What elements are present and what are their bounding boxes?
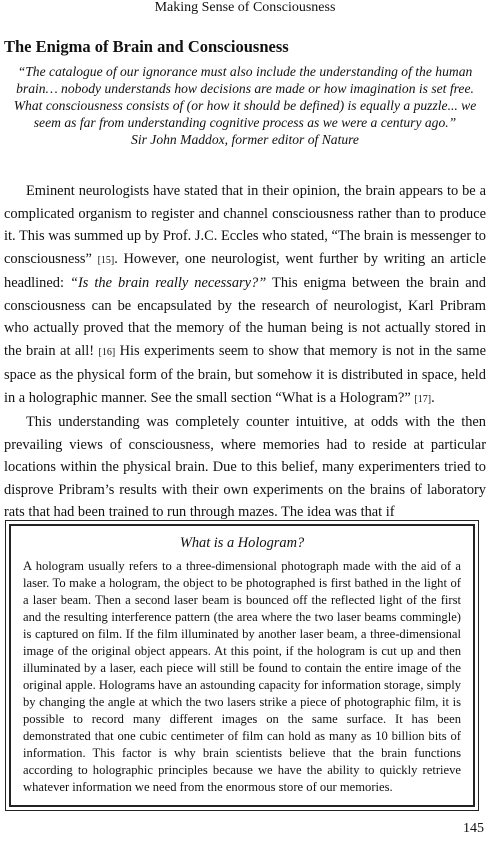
paragraph-1-part-e: . (431, 389, 435, 406)
running-header: Making Sense of Consciousness (154, 0, 336, 15)
hologram-sidebar-box (5, 520, 479, 811)
body-text (4, 180, 486, 524)
sidebar-title: What is a Hologram? (179, 535, 305, 551)
paragraph-1-part-b: . However, one neurologist, went further by writing an article headlined: (4, 250, 486, 291)
reference-17: [17] (414, 393, 432, 405)
paragraph-1-part-d: His experiments seem to show that memory is not in the same space as the physical form of the brain, but somehow it is distributed in space, held in a holographic manner. See the small section “What is a Hologram?” (4, 342, 486, 406)
paragraph-1 (4, 180, 486, 411)
section-title: The Enigma of Brain and Consciousness (4, 37, 289, 56)
epigraph-quote: “The catalogue of our ignorance must also include the understanding of the human brain… nobody understands how decisions are made or how imagination is set free. What consciousness consists of (or how it should be defined) is equally a puzzle... we seem as far from understanding cognitive process as we were a century ago.” (13, 64, 477, 130)
paragraph-1-part-a: Eminent neurologists have stated that in their opinion, the brain appears to be a complicated organism to register and channel consciousness rather than to produce it. This was summed up by Prof. J.C. Eccles who stated, “The brain is messenger to consciousness” (4, 183, 486, 267)
sidebar-inner-frame (9, 524, 475, 807)
reference-16: [16] (98, 346, 116, 358)
paragraph-2: This understanding was completely counter intuitive, at odds with the then prevailing views of consciousness, where memories had to reside at particular locations within the physical brain. Due to this belief, many experimenters tried to disprove Pribram’s results with their own experiments on the brains of laboratory rats that had been trained to run through mazes. The idea was that if (4, 414, 486, 520)
article-headline: “Is the brain really necessary?” (69, 275, 267, 291)
sidebar-text: A hologram usually refers to a three-dimensional photograph made with the aid of a laser. To make a hologram, the object to be photographed is first bathed in the light of a laser beam. Then a second laser beam is bounced off the reflected light of the first and the resulting interference pattern (the area where the two laser beams commingle) is captured on film. If the film illuminated by another laser beam, a three-dimensional image of the original object appears. At this point, if the hologram is cut up and then illuminated by a laser, each piece will still be found to contain the entire image of the original apple. Holograms have an astounding capacity for information storage, simply by changing the angle at which the two lasers strike a piece of photographic film, it is possible to record many different images on the same surface. It has been demonstrated that one cubic centimeter of film can hold as many as 10 billion bits of information. This factor is why brain scientists believe that the brain functions according to holographic principles because we have the ability to quickly retrieve whatever information we need from the enormous store of our memories. (23, 559, 461, 794)
page-number: 145 (463, 821, 484, 836)
epigraph (12, 63, 478, 148)
paragraph-1-part-c: This enigma between the brain and consciousness can be encapsulated by the research of neurologist, Karl Pribram who actually proved that the memory of the human being is not actually stored in the brain at all! (4, 275, 486, 359)
reference-15: [15] (97, 254, 115, 266)
epigraph-attribution: Sir John Maddox, former editor of Nature (131, 132, 359, 147)
